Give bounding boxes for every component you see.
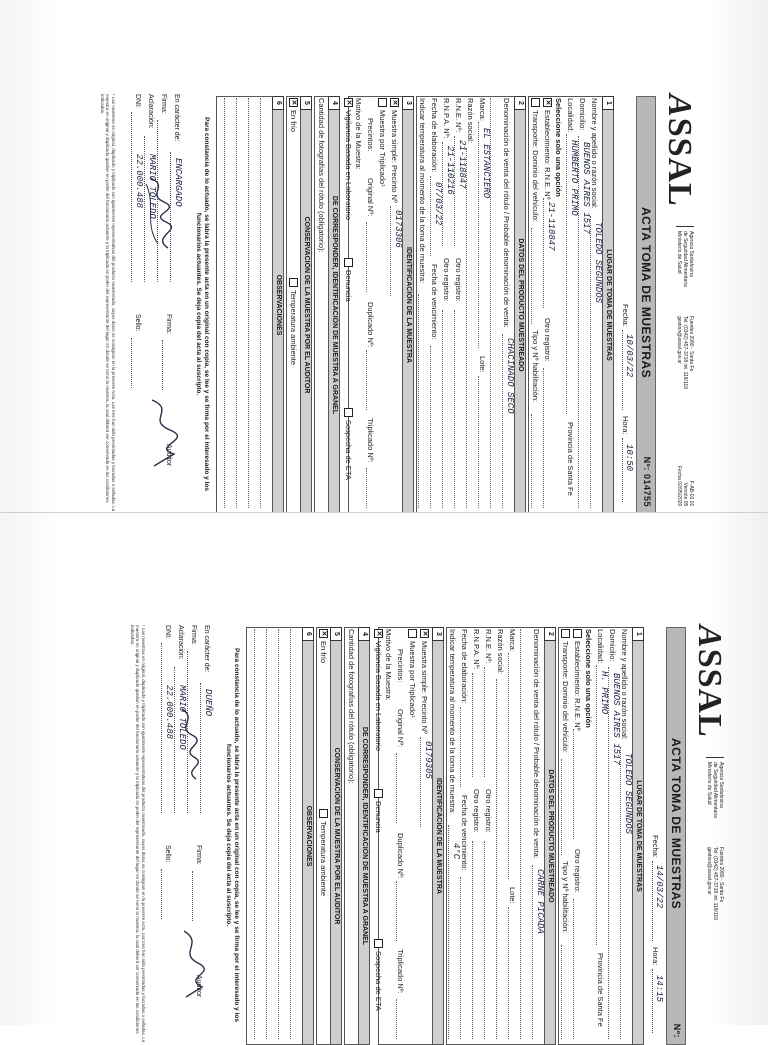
interested-signature: [140, 174, 176, 254]
agency-address: Fuentes 2080 - Santa Fe Tel: (0342) 457-3718 int. 118/119 gestion@assal.gov.ar: [676, 316, 694, 389]
address-row: Domicilio: BUENOS AIRES 1517: [577, 98, 588, 510]
section-3-header: 3 IDENTIFICACIÓN DE LA MUESTRA: [432, 627, 444, 1045]
form-header: [630, 94, 700, 514]
brand-row: Marca: Lote:: [507, 629, 518, 1041]
rnpa-row: R.N.P.A. Nº: 21-110216 Otro registro:: [441, 98, 452, 510]
surveillance-checkbox[interactable]: ✕: [375, 630, 382, 637]
triplicate-sample-row: Muestra por Triplicado¹: [377, 98, 388, 510]
conservation-row: ✕ En frío Temperatura ambiente: [319, 630, 328, 897]
cold-checkbox[interactable]: ✕: [320, 630, 327, 637]
date-time-row: Fecha: 10/03/22 Hora: 10:50: [618, 94, 632, 514]
section-4-header: 4 DE CORRESPONDER, IDENTIFICACIÓN DE MUESTRA A GRANEL: [328, 96, 340, 514]
seals-row: Precintos: Original Nº: Duplicado Nº: Triplicado Nº:: [365, 98, 376, 510]
legal-notice: Para constancia de lo actuado, se labra la presente acta en un original con copia, se lee y se firma por el interesado y los funcionarios actuantes. Se deja copia del acta al suscripto.: [225, 648, 240, 1022]
transport-checkbox[interactable]: [561, 629, 570, 638]
denomination-value[interactable]: CARNE PICADA: [535, 869, 545, 934]
simple-sample-checkbox[interactable]: ✕: [391, 99, 398, 106]
section-5-header: 5 CONSERVACIÓN DE LA MUESTRA POR EL AUDITOR: [300, 96, 312, 514]
form-title: ACTA TOMA DE MUESTRAS: [639, 207, 653, 379]
triplicate-sample-row: Muestra por Triplicado¹: [407, 629, 418, 1041]
name-value[interactable]: TOLEDO SEGUNDOS: [593, 222, 603, 304]
date-value[interactable]: 14/03/22: [654, 865, 664, 909]
agency-name: Agencia Santafesina de Seguridad Alimentaria Ministerio de Salud: [676, 226, 694, 311]
agency-name: Agencia Santafesina de Seguridad Alimentaria Ministerio de Salud: [706, 757, 724, 842]
reason-row: Motivo de la Muestra:: [354, 98, 363, 170]
locality-row: Localidad: HUMBERTO PRIMO Provincia de Santa Fe: [566, 98, 579, 496]
rnpa-value[interactable]: 21-110216: [445, 146, 455, 195]
rnpa-row: R.N.P.A. Nº: Otro registro:: [471, 629, 482, 1041]
section-3-header: 3 IDENTIFICACIÓN DE LA MUESTRA: [402, 96, 414, 514]
legal-notice: Para constancia de lo actuado, se labra la presente acta en un original con copia, se lee y se firma por el interesado y los funcionarios actuantes. Se deja copia del acta al suscripto.: [195, 117, 210, 491]
form-number: Nº: 014755: [642, 456, 652, 507]
locality-value[interactable]: HUMBERTO PRIMO: [569, 140, 579, 216]
rne-product-row: R.N.E. Nº: Otro registro:: [483, 629, 494, 1041]
section-4-header: 4 DE CORRESPONDER, IDENTIFICACIÓN DE MUESTRA A GRANEL: [358, 627, 370, 1045]
form-title-bar: [636, 96, 656, 514]
clarification-value[interactable]: MARIO TOLEDO: [177, 685, 187, 750]
form-title-bar: [666, 627, 686, 1045]
transport-row: Transporte: Dominio del vehículo: Tipo y Nº habilitación:: [530, 98, 541, 510]
dates-row: Fecha de elaboración: Fecha de vencimiento:: [459, 629, 470, 1041]
section-6-header: 6 OBSERVACIONES: [302, 627, 314, 1045]
reason-options-row: ✕ Vigilancia Basada en Laboratorio Denuncia Sospecha de ETA: [344, 99, 353, 480]
address-row: Domicilio: BUENOS AIRES 1517: [607, 629, 618, 1041]
section-1-header: 1 LUGAR DE TOMA DE MUESTRAS: [602, 96, 614, 514]
simple-sample-row: ✕ Muestra simple: Precinto Nº 0173306: [389, 98, 400, 510]
locality-row: Localidad: H. PRIMO Provincia de Santa Fe: [596, 629, 609, 1027]
document-page-1: [0, 0, 768, 512]
option-label-row: Seleccione solo una opción: [554, 98, 563, 197]
auditor-signature: [174, 925, 210, 1005]
name-row: Nombre y apellido o razón social: TOLEDO SEGUNDOS: [589, 98, 600, 510]
time-value[interactable]: 10:50: [624, 444, 634, 472]
complaint-checkbox[interactable]: [374, 789, 383, 798]
role-value[interactable]: ENCARGADO: [173, 158, 183, 207]
temperature-value[interactable]: 4°C: [451, 843, 461, 860]
section-1-header: 1 LUGAR DE TOMA DE MUESTRAS: [632, 627, 644, 1045]
address-value[interactable]: BUENOS AIRES 1517: [581, 142, 591, 234]
conservation-row: ✕ En frío Temperatura ambiente: [289, 99, 298, 366]
establishment-checkbox[interactable]: ✕: [544, 99, 551, 106]
establishment-checkbox[interactable]: [573, 629, 582, 638]
eta-suspicion-checkbox[interactable]: [344, 408, 353, 417]
ambient-checkbox[interactable]: [319, 809, 328, 818]
manufacture-date-value[interactable]: 07/03/22: [433, 182, 443, 226]
section-2-header: 2 DATOS DEL PRODUCTO MUESTREADO: [544, 627, 556, 1045]
triplicate-sample-checkbox[interactable]: [378, 98, 387, 107]
brand-value[interactable]: EL ESTANCIERO: [481, 128, 491, 199]
address-value[interactable]: BUENOS AIRES 1517: [611, 673, 621, 765]
role-value[interactable]: DUEÑO: [203, 689, 213, 717]
section-6-header: 6 OBSERVACIONES: [272, 96, 284, 514]
section-5-header: 5 CONSERVACIÓN DE LA MUESTRA POR EL AUDITOR: [330, 627, 342, 1045]
ambient-checkbox[interactable]: [289, 278, 298, 287]
triplicate-sample-checkbox[interactable]: [408, 629, 417, 638]
name-row: Nombre y apellido o razón social: TOLEDO SEGUNDOS: [619, 629, 630, 1041]
reason-options-row: ✕ Vigilancia Basada en Laboratorio Denuncia Sospecha de ETA: [374, 630, 383, 1011]
assal-logo: ASSAL: [691, 625, 728, 738]
auditor-signature: [144, 394, 180, 474]
date-value[interactable]: 10/03/22: [624, 334, 634, 378]
seal-number-value[interactable]: 0179305: [423, 741, 433, 779]
sample-record-form-2: ASSAL Agencia Santafesina de Seguridad Alimentaria Ministerio de Salud Fuentes 2080 - Santa Fe Tel: (0342) 457-3718 int. 118/119 gestion@assal.gov.ar ACTA TOMA DE MUESTRAS Nº: Fecha: 14/03/22 Hora: 14:15 1 LUGAR DE TOMA DE MUESTRAS Nombre y apellido o razón social: TOLEDO SEGUNDOS Domicilio: BUENOS AIRES 1517 Localidad: H. PRIMO Provincia de Santa Fe Seleccione solo una opción Establecimiento: R.N.E. Nº Otro registro: Transporte: Dominio del vehículo: Tipo y Nº habilitación: 2 DATOS DEL PRODUCTO MUESTREADO Denominación de venta del rótulo / Probable denominación de venta: CARNE PICADA Marca: Lote: Razón social: R.N.E. Nº: Otro registro: R.N.P.A. Nº: Otro registro: Fecha de elaboración: Fecha de vencimiento: Indicar temperatura al momento de la toma de muestra: 4°C 3 IDENTIFICACIÓN DE LA MUESTRA ✕ Muestra simple: Precinto Nº 0179305 Muestra por Triplicado¹ Precintos: Original Nº: Duplicado Nº: Triplicado Nº: Motivo de la Muestra: ✕ Vigilancia Basada en Laboratorio Denuncia Sospecha de ETA 4 DE CORRESPONDER, IDENTIFICACIÓN DE MUESTRA A GRANEL Cantidad de fotografías del rótulo (obligatorio): 5 CONSERVACIÓN DE LA MUESTRA POR EL AUDITOR ✕ En frío Temperatura ambiente 6 OBSERVACIONES Para constancia de lo actuado, se labra la presente acta en un original con copia, se lee y se firma por el interesado y los funcionarios actuantes. Se deja copia del acta al suscripto. En carácter de: DUEÑO Firma: Aclaración: MARIO TOLEDO DNI: 22.000.488 Firma: Sello: Auditor ¹ Las muestras en original, duplicado y triplicado son igualmente representativas del producto muestreado, cuyos datos se consignan en la presente Acta. Las tres han sido precintadas y lacradas o selladas. La muestra en original y duplicado quedan en poder del funcionario actuante y la triplicada en poder del representante del lugar en donde se tomó la muestra, la cual deberá ser conservada en las condiciones indicadas.: [90, 625, 730, 1045]
transport-checkbox[interactable]: [531, 98, 540, 107]
rne-product-value[interactable]: 21-118847: [457, 140, 467, 189]
footnote: ¹ Las muestras en original, duplicado y triplicado son igualmente representativas del producto muestreado, cuyos datos se consignan en la presente Acta. Las tres han sido precintadas y lacradas o selladas. La muestra en original y duplicado quedan en poder del funcionario actuante y la triplicada en poder del representante del lugar en donde se tomó la muestra, la cual deberá ser conservada en las condiciones indicadas.: [100, 94, 116, 512]
dates-row: Fecha de elaboración: 07/03/22 Fecha de vencimiento:: [429, 98, 440, 510]
temperature-row: Indicar temperatura al momento de la toma de muestra: 4°C: [447, 629, 458, 1041]
seal-number-value[interactable]: 0173306: [393, 210, 403, 248]
locality-value[interactable]: H. PRIMO: [599, 671, 609, 715]
establishment-row: Establecimiento: R.N.E. Nº Otro registro:: [572, 629, 583, 1041]
temperature-row: Indicar temperatura al momento de la toma de muestra:: [417, 98, 428, 510]
simple-sample-checkbox[interactable]: ✕: [421, 630, 428, 637]
form-title: ACTA TOMA DE MUESTRAS: [669, 738, 683, 910]
name-value[interactable]: TOLEDO SEGUNDOS: [623, 753, 633, 835]
clarification-value[interactable]: MARIO TOLEDO: [147, 154, 157, 219]
simple-sample-row: ✕ Muestra simple: Precinto Nº 0179305: [419, 629, 430, 1041]
rne-value[interactable]: 21-118847: [546, 202, 556, 251]
brand-row: Marca: EL ESTANCIERO Lote:: [477, 98, 488, 510]
establishment-row: ✕ Establecimiento: R.N.E. Nº 21-118847 Otro registro:: [542, 98, 553, 510]
time-value[interactable]: 14:15: [654, 975, 664, 1003]
option-label-row: Seleccione solo una opción: [584, 629, 593, 728]
document-page-2: [0, 512, 768, 1043]
denomination-row: Denominación de venta del rótulo / Probable denominación de venta: CARNE PICADA: [531, 629, 542, 1041]
eta-suspicion-checkbox[interactable]: [374, 939, 383, 948]
complaint-checkbox[interactable]: [344, 258, 353, 267]
rne-product-row: R.N.E. Nº: 21-118847 Otro registro:: [453, 98, 464, 510]
seals-row: Precintos: Original Nº: Duplicado Nº: Triplicado Nº:: [395, 629, 406, 1041]
photo-count-row: Cantidad de fotografías del rótulo (obligatorio):: [317, 98, 326, 253]
form-header: [660, 625, 730, 1045]
dni-value[interactable]: 22.000.488: [134, 154, 144, 209]
denomination-row: Denominación de venta del rótulo / Probable denominación de venta: CHACINADO SECO: [501, 98, 512, 510]
dni-value[interactable]: 22.000.488: [164, 685, 174, 740]
agency-address: Fuentes 2080 - Santa Fe Tel: (0342) 457-3718 int. 118/119 gestion@assal.gov.ar: [706, 847, 724, 920]
date-time-row: Fecha: 14/03/22 Hora: 14:15: [648, 625, 662, 1045]
reason-row: Motivo de la Muestra:: [384, 629, 393, 701]
surveillance-checkbox[interactable]: ✕: [345, 99, 352, 106]
form-number: Nº:: [672, 1023, 682, 1038]
sample-record-form-1: ASSAL Agencia Santafesina de Seguridad Alimentaria Ministerio de Salud Fuentes 2080 - Santa Fe Tel: (0342) 457-3718 int. 118/119 gestion@assal.gov.ar F-AB-02.01 Versión 05 Fecha 02/05/2020 ACTA TOMA DE MUESTRAS Nº: 014755 Fecha: 10/03/22 Hora: 10:50 1 LUGAR DE TOMA DE MUESTRAS Nombre y apellido o razón social: TOLEDO SEGUNDOS Domicilio: BUENOS AIRES 1517 Localidad: HUMBERTO PRIMO Provincia de Santa Fe Seleccione solo una opción ✕ Establecimiento: R.N.E. Nº 21-118847 Otro registro: Transporte: Dominio del vehículo: Tipo y Nº habilitación: 2 DATOS DEL PRODUCTO MUESTREADO Denominación de venta del rótulo / Probable denominación de venta: CHACINADO SECO Marca: EL ESTANCIERO Lote: Razón social: R.N.E. Nº: 21-118847 Otro registro: R.N.P.A. Nº: 21-110216 Otro registro: Fecha de elaboración: 07/03/22 Fecha de vencimiento: Indicar temperatura al momento de la toma de muestra: 3 IDENTIFICACIÓN DE LA MUESTRA ✕ Muestra simple: Precinto Nº 0173306 Muestra por Triplicado¹ Precintos: Original Nº: Duplicado Nº: Triplicado Nº: Motivo de la Muestra: ✕ Vigilancia Basada en Laboratorio Denuncia Sospecha de ETA 4 DE CORRESPONDER, IDENTIFICACIÓN DE MUESTRA A GRANEL Cantidad de fotografías del rótulo (obligatorio): 5 CONSERVACIÓN DE LA MUESTRA POR EL AUDITOR ✕ En frío Temperatura ambiente 6 OBSERVACIONES Para constancia de lo actuado, se labra la presente acta en un original con copia, se lee y se firma por el interesado y los funcionarios actuantes. Se deja copia del acta al suscripto. En carácter de: ENCARGADO Firma: Aclaración: MARIO TOLEDO DNI: 22.000.488 Firma: Sello: Auditor ¹ Las muestras en original, duplicado y triplicado son igualmente representativas del producto muestreado, cuyos datos se consignan en la presente Acta. Las tres han sido precintadas y lacradas o selladas. La muestra en original y duplicado quedan en poder del funcionario actuante y la triplicada en poder del representante del lugar en donde se tomó la muestra, la cual deberá ser conservada en las condiciones indicadas.: [60, 94, 700, 514]
photo-count-row: Cantidad de fotografías del rótulo (obligatorio):: [347, 629, 356, 784]
cold-checkbox[interactable]: ✕: [290, 99, 297, 106]
section-2-header: 2 DATOS DEL PRODUCTO MUESTREADO: [514, 96, 526, 514]
transport-row: Transporte: Dominio del vehículo: Tipo y Nº habilitación:: [560, 629, 571, 1041]
denomination-value[interactable]: CHACINADO SECO: [505, 338, 515, 414]
assal-logo: ASSAL: [661, 94, 698, 207]
footnote: ¹ Las muestras en original, duplicado y triplicado son igualmente representativas del producto muestreado, cuyos datos se consignan en la presente Acta. Las tres han sido precintadas y lacradas o selladas. La muestra en original y duplicado quedan en poder del funcionario actuante y la triplicada en poder del representante del lugar en donde se tomó la muestra, la cual deberá ser conservada en las condiciones indicadas.: [130, 625, 146, 1043]
company-row: Razón social:: [495, 629, 506, 1041]
interested-signature: [170, 705, 206, 785]
company-row: Razón social:: [465, 98, 476, 510]
document-codes: F-AB-02.01 Versión 05 Fecha 02/05/2020: [676, 466, 694, 507]
